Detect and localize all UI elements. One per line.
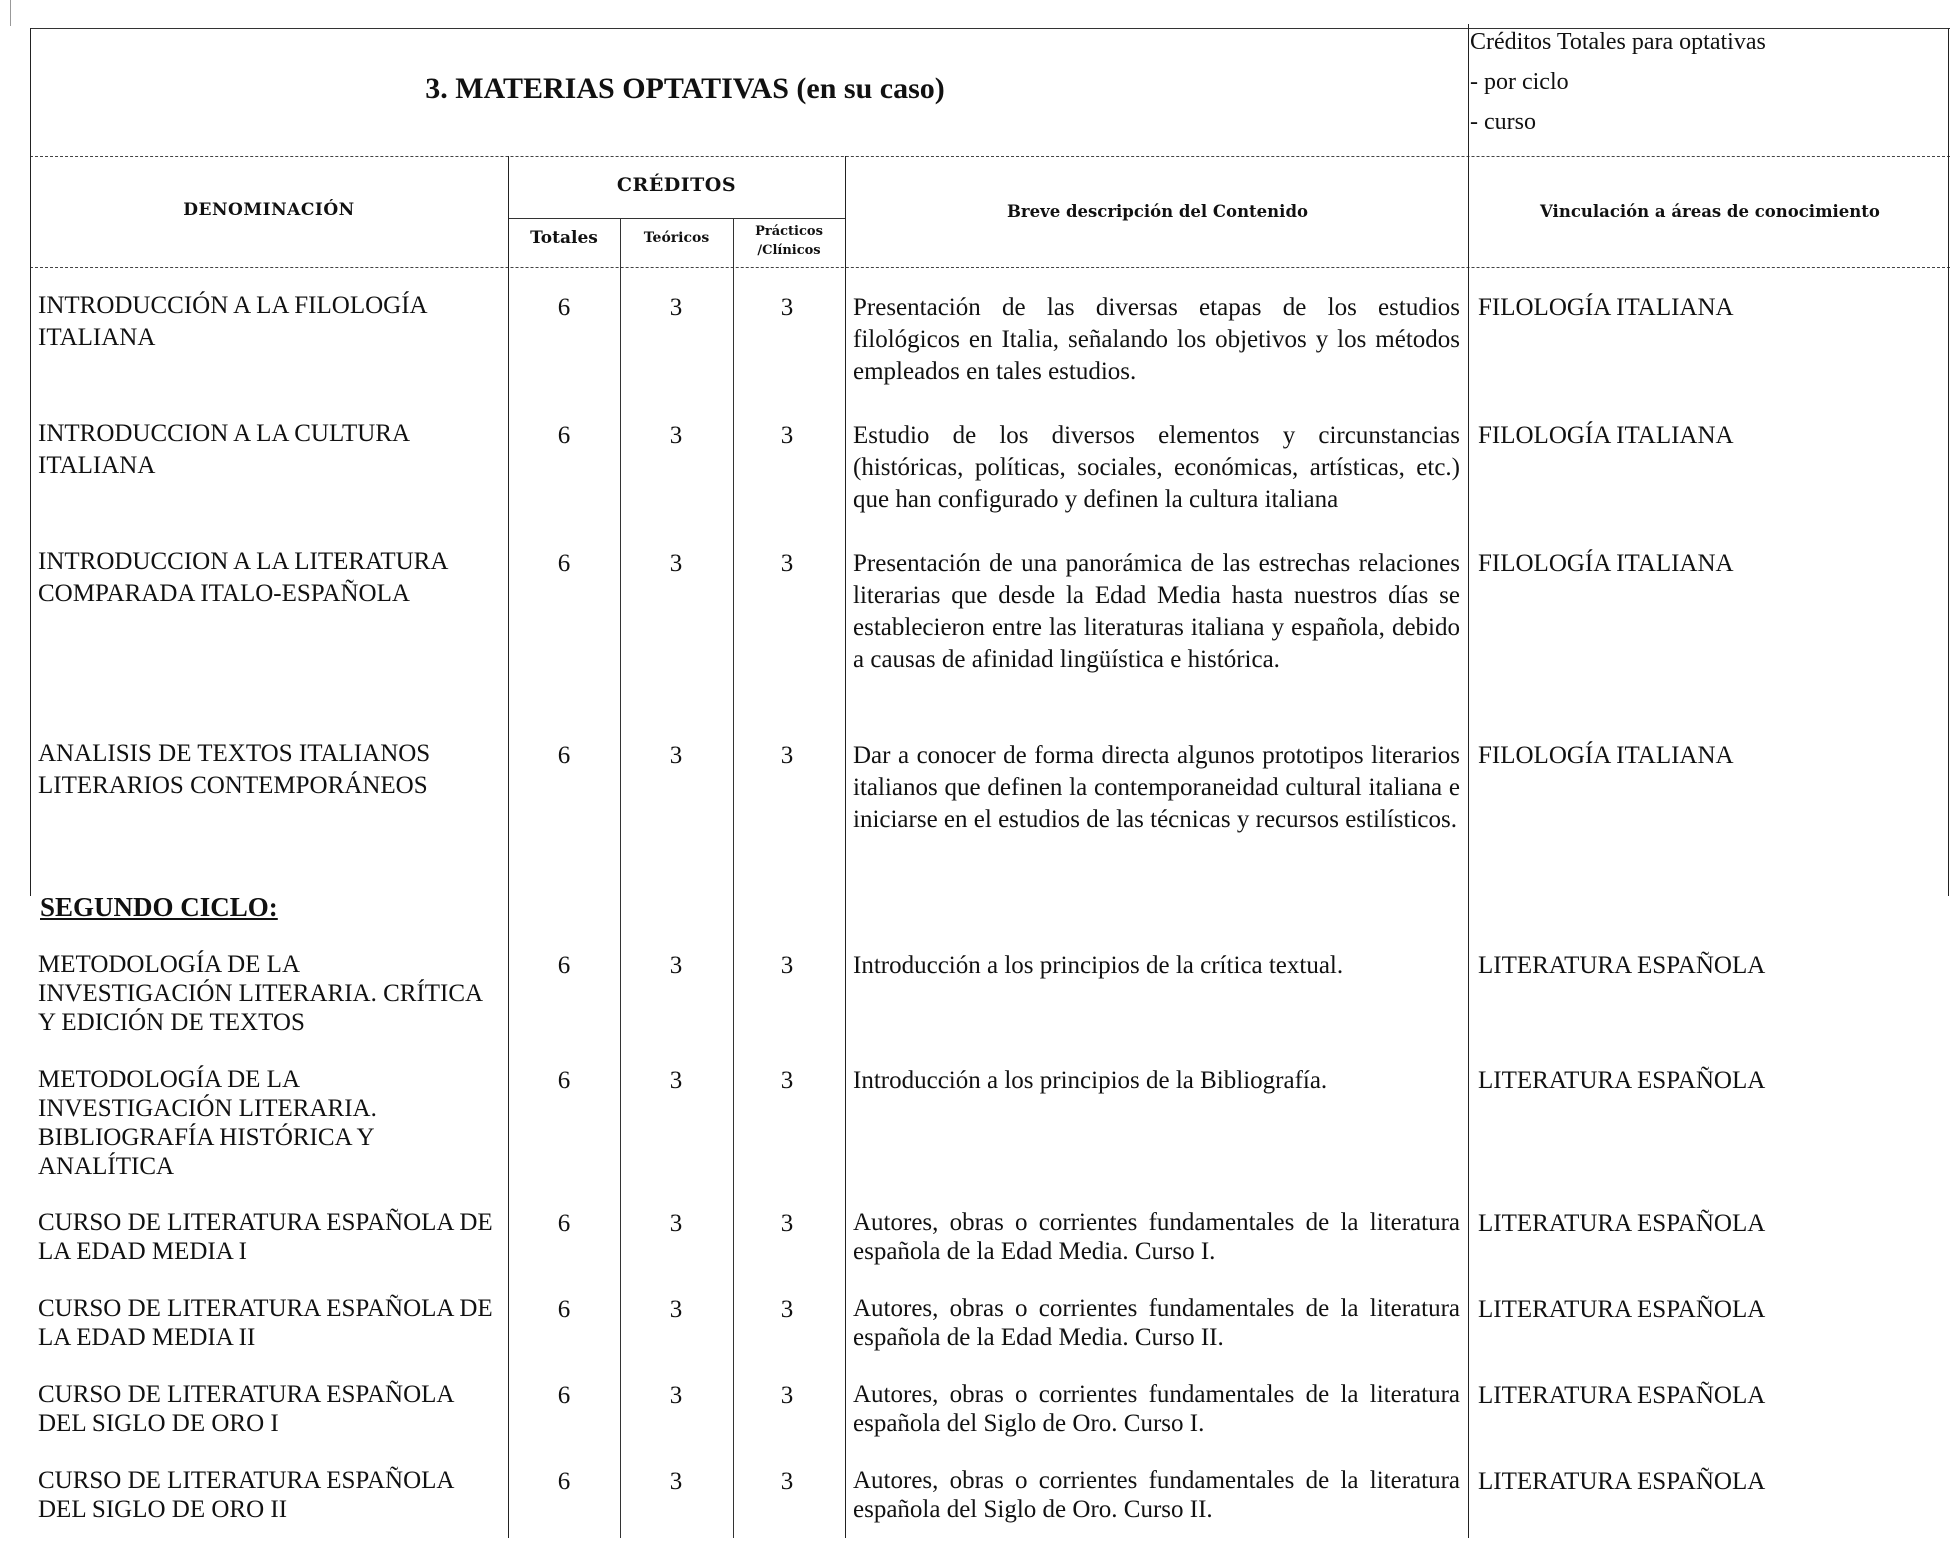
table-row-area: FILOLOGÍA ITALIANA	[1478, 294, 1734, 321]
table-row-area: LITERATURA ESPAÑOLA	[1478, 1210, 1766, 1237]
table-row-totales: 6	[557, 550, 571, 577]
table-left-border	[30, 28, 31, 896]
document-title: 3. MATERIAS OPTATIVAS (en su caso)	[425, 72, 945, 105]
table-row-area: LITERATURA ESPAÑOLA	[1478, 1296, 1766, 1323]
name-column-border	[508, 156, 509, 1538]
table-row-name: CURSO DE LITERATURA ESPAÑOLA DE LA EDAD MEDIA I	[38, 1209, 493, 1265]
creditos-subheader-divider	[508, 218, 845, 219]
table-row-practicos: 3	[780, 1067, 794, 1094]
table-row-practicos: 3	[780, 294, 794, 321]
header-practicos: Prácticos /Clínicos	[755, 224, 823, 258]
table-row-name: CURSO DE LITERATURA ESPAÑOLA DEL SIGLO DE ORO I	[38, 1381, 454, 1437]
table-row-description: Autores, obras o corrientes fundamentales de la literatura española del Siglo de Oro. Curso II.	[853, 1467, 1460, 1523]
table-row-totales: 6	[557, 1468, 571, 1495]
header-creditos: CRÉDITOS	[616, 174, 737, 196]
table-row-description: Autores, obras o corrientes fundamentales de la literatura española de la Edad Media. Curso II.	[853, 1295, 1460, 1351]
table-row-practicos: 3	[780, 422, 794, 449]
table-row-teoricos: 3	[669, 1468, 683, 1495]
table-row-practicos: 3	[780, 550, 794, 577]
header-teoricos: Teóricos	[643, 230, 710, 246]
table-row-totales: 6	[557, 1067, 571, 1094]
table-row-totales: 6	[557, 1210, 571, 1237]
table-row-totales: 6	[557, 1296, 571, 1323]
table-row-teoricos: 3	[669, 742, 683, 769]
table-row-totales: 6	[557, 952, 571, 979]
table-row-description: Autores, obras o corrientes fundamentales de la literatura española de la Edad Media. Curso I.	[853, 1209, 1460, 1265]
header-totales: Totales	[530, 228, 598, 248]
header-vinculacion: Vinculación a áreas de conocimiento	[1540, 202, 1880, 221]
header-bottom-divider	[30, 267, 1950, 268]
table-row-description: Introducción a los principios de la Bibliografía.	[853, 1067, 1328, 1094]
table-row-area: LITERATURA ESPAÑOLA	[1478, 1468, 1766, 1495]
table-row-practicos: 3	[780, 1382, 794, 1409]
table-row-teoricos: 3	[669, 550, 683, 577]
table-row-name: INTRODUCCION A LA CULTURA ITALIANA	[38, 420, 409, 479]
table-right-border	[1948, 28, 1949, 896]
table-row-practicos: 3	[780, 742, 794, 769]
table-row-teoricos: 3	[669, 294, 683, 321]
header-breve-descripcion: Breve descripción del Contenido	[1006, 202, 1308, 221]
table-row-totales: 6	[557, 294, 571, 321]
table-row-teoricos: 3	[669, 1382, 683, 1409]
table-row-description: Introducción a los principios de la crítica textual.	[853, 952, 1344, 979]
totales-column-border	[620, 218, 621, 1538]
table-row-name: INTRODUCCIÓN A LA FILOLOGÍA ITALIANA	[38, 292, 427, 351]
header-denominacion: DENOMINACIÓN	[183, 200, 355, 220]
section-heading-segundo-ciclo: SEGUNDO CICLO:	[40, 892, 278, 922]
practicos-column-border	[845, 156, 846, 1538]
creditos-totales-note	[1470, 22, 1766, 142]
table-row-teoricos: 3	[669, 422, 683, 449]
table-row-description: Autores, obras o corrientes fundamentales de la literatura española del Siglo de Oro. Curso I.	[853, 1381, 1460, 1437]
side-note-line: - por ciclo	[1470, 69, 1569, 95]
table-row-practicos: 3	[780, 1210, 794, 1237]
table-row-teoricos: 3	[669, 1067, 683, 1094]
teoricos-column-border	[733, 218, 734, 1538]
table-row-name: METODOLOGÍA DE LA INVESTIGACIÓN LITERARIA. CRÍTICA Y EDICIÓN DE TEXTOS	[38, 951, 482, 1036]
table-row-teoricos: 3	[669, 952, 683, 979]
table-row-totales: 6	[557, 422, 571, 449]
side-note-line: Créditos Totales para optativas	[1470, 29, 1766, 55]
table-row-practicos: 3	[780, 1468, 794, 1495]
area-column-border	[1468, 24, 1469, 1538]
table-row-area: FILOLOGÍA ITALIANA	[1478, 422, 1734, 449]
table-row-description: Presentación de una panorámica de las estrechas relaciones literarias que desde la Edad Media hasta nuestros días se establecieron entre las literaturas italiana y española, debido a causas de afinidad lingüística e histórica.	[853, 550, 1460, 673]
table-row-area: LITERATURA ESPAÑOLA	[1478, 1067, 1766, 1094]
table-row-description: Dar a conocer de forma directa algunos prototipos literarios italianos que definen la contemporaneidad cultural italiana e iniciarse en el estudios de las técnicas y recursos estilísticos.	[853, 742, 1460, 833]
table-row-teoricos: 3	[669, 1296, 683, 1323]
table-row-area: FILOLOGÍA ITALIANA	[1478, 550, 1734, 577]
table-row-practicos: 3	[780, 1296, 794, 1323]
table-row-name: ANALISIS DE TEXTOS ITALIANOS LITERARIOS CONTEMPORÁNEOS	[38, 740, 431, 799]
table-row-totales: 6	[557, 742, 571, 769]
scan-artifact	[10, 0, 11, 26]
table-row-name: CURSO DE LITERATURA ESPAÑOLA DE LA EDAD MEDIA II	[38, 1295, 493, 1351]
table-row-teoricos: 3	[669, 1210, 683, 1237]
table-row-totales: 6	[557, 1382, 571, 1409]
table-row-description: Estudio de los diversos elementos y circunstancias (históricas, políticas, sociales, económicas, artísticas, etc.) que han configurado y definen la cultura italiana	[853, 422, 1460, 513]
title-row-divider	[30, 156, 1950, 157]
table-row-name: METODOLOGÍA DE LA INVESTIGACIÓN LITERARIA. BIBLIOGRAFÍA HISTÓRICA Y ANALÍTICA	[38, 1066, 377, 1180]
side-note-line: - curso	[1470, 109, 1536, 135]
table-row-area: FILOLOGÍA ITALIANA	[1478, 742, 1734, 769]
table-row-name: CURSO DE LITERATURA ESPAÑOLA DEL SIGLO DE ORO II	[38, 1467, 454, 1523]
table-row-name: INTRODUCCION A LA LITERATURA COMPARADA ITALO-ESPAÑOLA	[38, 548, 448, 607]
table-row-area: LITERATURA ESPAÑOLA	[1478, 952, 1766, 979]
table-row-area: LITERATURA ESPAÑOLA	[1478, 1382, 1766, 1409]
table-row-description: Presentación de las diversas etapas de los estudios filológicos en Italia, señalando los objetivos y los métodos empleados en tales estudios.	[853, 294, 1460, 385]
table-row-practicos: 3	[780, 952, 794, 979]
